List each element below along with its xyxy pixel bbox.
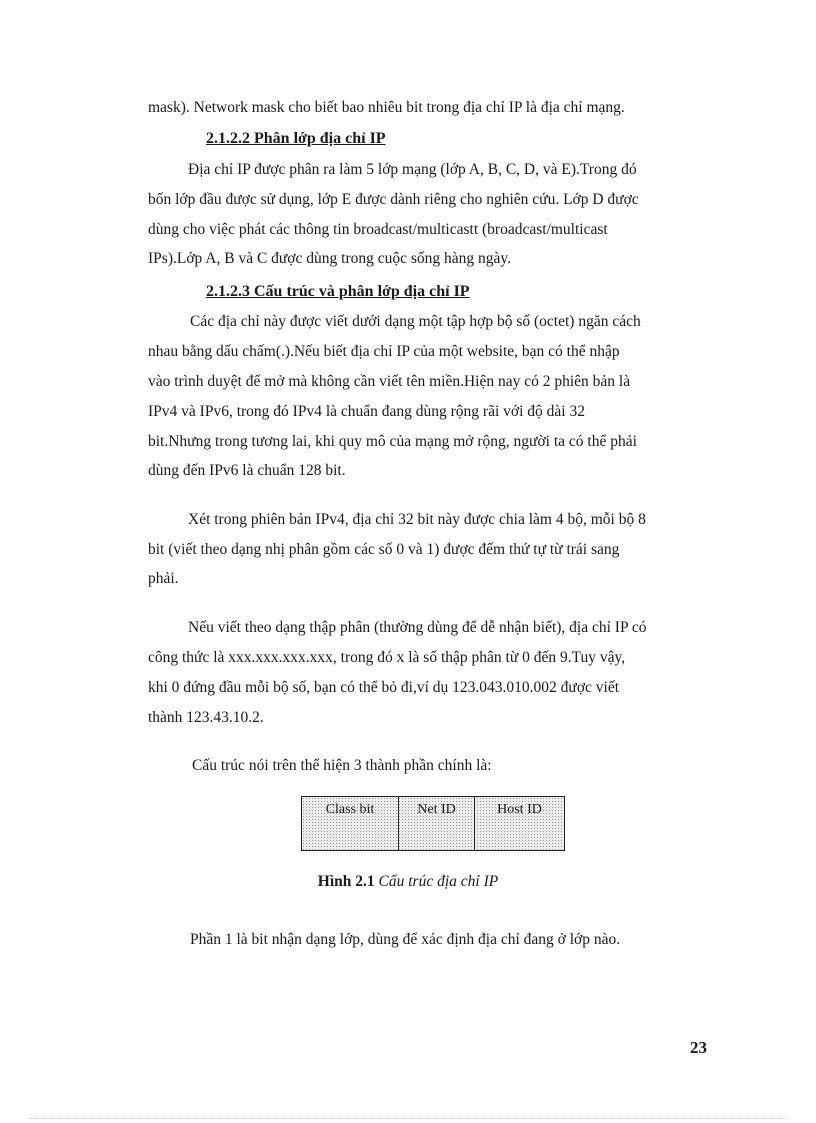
paragraph-line: Nếu viết theo dạng thập phân (thường dùng để dễ nhận biết), địa chỉ IP có	[188, 619, 647, 636]
paragraph-line: thành 123.43.10.2.	[148, 709, 264, 726]
section-heading-2-1-2-2: 2.1.2.2 Phân lớp địa chỉ IP	[206, 130, 386, 147]
paragraph-line: khi 0 đứng đầu mỗi bộ số, bạn có thể bỏ đi,ví dụ 123.043.010.002 được viết	[148, 679, 620, 696]
paragraph-line: bốn lớp đầu được sử dụng, lớp E được dành riêng cho nghiên cứu. Lớp D được	[148, 191, 639, 208]
intro-paragraph: mask). Network mask cho biết bao nhiêu bit trong địa chỉ IP là địa chỉ mạng.	[148, 99, 625, 116]
paragraph-line: nhau bằng dấu chấm(.).Nếu biết địa chỉ IP của một website, bạn có thể nhập	[148, 343, 620, 360]
paragraph-line: bit.Nhưng trong tương lai, khi quy mô của mạng mở rộng, người ta có thể phải	[148, 433, 637, 450]
ip-structure-table	[301, 796, 565, 851]
class-bit-cell: Class bit	[302, 797, 399, 850]
host-id-cell: Host ID	[497, 802, 542, 817]
paragraph-line: Xét trong phiên bản IPv4, địa chỉ 32 bit này được chia làm 4 bộ, mỗi bộ 8	[188, 511, 646, 528]
paragraph-line: dùng cho việc phát các thông tin broadcast/multicastt (broadcast/multicast	[148, 221, 608, 238]
figure-caption	[0, 872, 816, 892]
paragraph-line: Các địa chỉ này được viết dưới dạng một tập hợp bộ số (octet) ngăn cách	[190, 313, 641, 330]
paragraph-line: công thức là xxx.xxx.xxx.xxx, trong đó x là số thập phân từ 0 đến 9.Tuy vậy,	[148, 649, 626, 666]
page-number: 23	[690, 1038, 707, 1057]
paragraph-line: vào trình duyệt để mở mà không cần viết tên miền.Hiện nay có 2 phiên bản là	[148, 373, 631, 390]
part1-paragraph: Phần 1 là bit nhận dạng lớp, dùng để xác định địa chỉ đang ở lớp nào.	[190, 931, 621, 948]
section-heading-2-1-2-3: 2.1.2.3 Cấu trúc và phân lớp địa chỉ IP	[206, 283, 470, 300]
paragraph-line: IPv4 và IPv6, trong đó IPv4 là chuẩn đang dùng rộng rãi với độ dài 32	[148, 403, 585, 420]
components-paragraph: Cấu trúc nói trên thể hiện 3 thành phần chính là:	[192, 757, 492, 774]
paragraph-line: Địa chỉ IP được phân ra làm 5 lớp mạng (lớp A, B, C, D, và E).Trong đó	[188, 161, 637, 178]
paragraph-line: phải.	[148, 570, 179, 587]
figure-title: Cấu trúc địa chỉ IP	[378, 873, 499, 890]
page-bottom-divider	[30, 1118, 786, 1119]
paragraph-line: IPs).Lớp A, B và C được dùng trong cuộc sống hàng ngày.	[148, 250, 512, 267]
paragraph-line: bit (viết theo dạng nhị phân gồm các số 0 và 1) được đếm thứ tự từ trái sang	[148, 541, 620, 558]
figure-label: Hình 2.1	[317, 873, 375, 890]
net-id-cell: Net ID	[399, 797, 475, 850]
paragraph-line: dùng đến IPv6 là chuẩn 128 bit.	[148, 462, 346, 479]
